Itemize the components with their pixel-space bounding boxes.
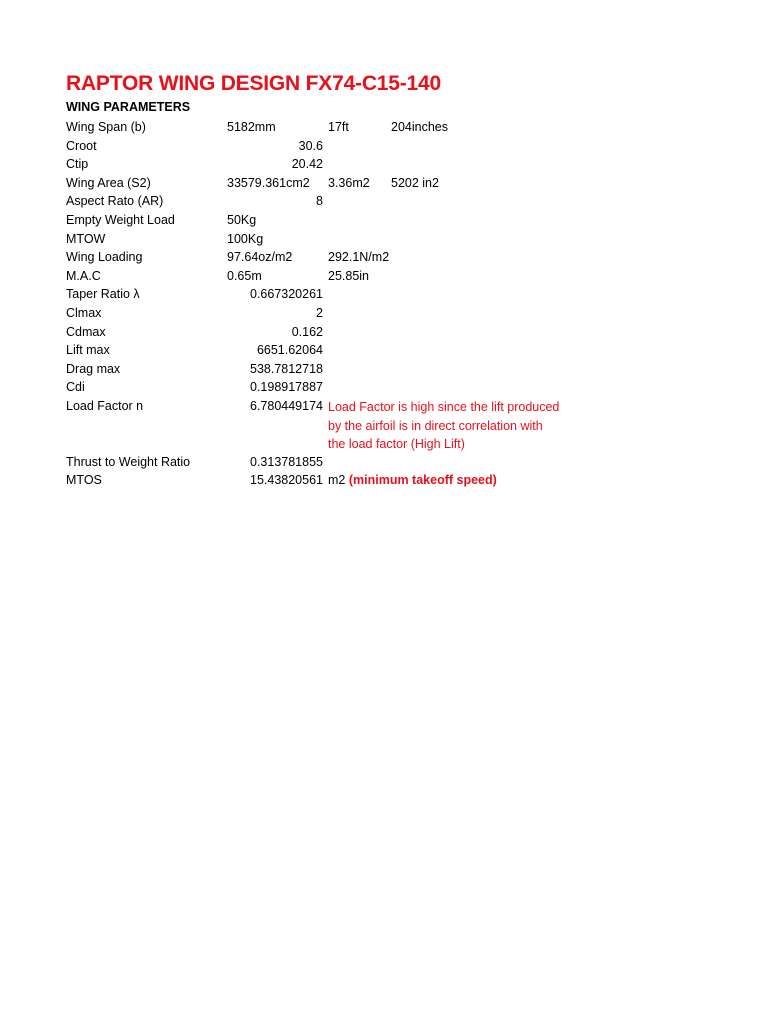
param-value-2: 17ft	[328, 120, 349, 134]
param-value: 33579.361cm2	[227, 175, 310, 190]
note-line: the load factor (High Lift)	[328, 437, 465, 452]
param-label: Lift max	[66, 343, 110, 358]
table-row	[66, 192, 706, 211]
table-row	[66, 230, 706, 249]
table-row	[66, 267, 706, 286]
param-label: Ctip	[66, 157, 89, 172]
table-row	[66, 471, 706, 490]
unit-text: m2	[328, 473, 346, 488]
param-label: M.A.C	[66, 268, 101, 283]
param-label: Load Factor n	[66, 398, 144, 413]
table-row	[66, 341, 706, 360]
param-label: MTOW	[66, 231, 106, 246]
param-value-3: 204inches	[391, 120, 448, 134]
param-label: Cdi	[66, 380, 85, 395]
param-label: Aspect Rato (AR)	[66, 194, 164, 209]
table-row	[66, 323, 706, 342]
param-value-2: 3.36m2	[328, 175, 370, 190]
param-value: 0.198917887	[250, 380, 323, 395]
param-note: (minimum takeoff speed)	[348, 473, 497, 488]
param-value: 6.780449174	[250, 398, 323, 413]
table-row	[66, 360, 706, 379]
param-label: Cdmax	[66, 324, 106, 339]
table-row	[66, 248, 706, 267]
param-value: 8	[316, 194, 323, 209]
param-value: 97.64oz/m2	[227, 250, 293, 265]
param-label: Wing Area (S2)	[66, 175, 151, 190]
param-value: 0.667320261	[250, 287, 323, 302]
param-value: 0.162	[291, 324, 323, 339]
param-value: 20.42	[291, 157, 323, 172]
param-label: MTOS	[66, 473, 102, 488]
page-title: RAPTOR WING DESIGN FX74-C15-140	[66, 72, 441, 95]
param-value-3: 5202 in2	[391, 175, 439, 190]
table-row	[66, 304, 706, 323]
note-line: by the airfoil is in direct correlation with	[328, 418, 543, 433]
table-row	[66, 174, 706, 193]
param-label: Wing Span (b)	[66, 120, 146, 134]
param-value-2: 292.1N/m2	[328, 250, 390, 265]
section-heading: WING PARAMETERS	[66, 100, 191, 114]
table-row	[66, 211, 706, 230]
param-value-2: 25.85in	[328, 268, 370, 283]
param-label: Drag max	[66, 361, 121, 376]
table-row	[66, 378, 706, 397]
param-value: 30.6	[298, 138, 323, 153]
param-label: Thrust to Weight Ratio	[66, 454, 191, 469]
param-value: 0.313781855	[250, 454, 323, 469]
param-value: 50Kg	[227, 212, 257, 227]
table-row	[66, 137, 706, 156]
param-label: Taper Ratio λ	[66, 287, 140, 302]
param-value: 6651.62064	[256, 343, 323, 358]
load-factor-note	[328, 398, 588, 454]
table-row	[66, 155, 706, 174]
param-value: 15.43820561	[250, 473, 323, 488]
param-value: 2	[316, 305, 323, 320]
param-label: Croot	[66, 138, 97, 153]
param-label: Empty Weight Load	[66, 212, 175, 227]
param-label: Wing Loading	[66, 250, 143, 265]
param-value: 100Kg	[227, 231, 264, 246]
table-row	[66, 285, 706, 304]
table-row	[66, 453, 706, 472]
param-value: 0.65m	[227, 268, 262, 283]
table-row	[66, 118, 706, 137]
note-line: Load Factor is high since the lift produced	[328, 400, 560, 414]
param-value: 538.7812718	[250, 361, 323, 376]
param-value: 5182mm	[227, 120, 276, 134]
param-label: Clmax	[66, 305, 102, 320]
param-unit	[328, 471, 497, 490]
